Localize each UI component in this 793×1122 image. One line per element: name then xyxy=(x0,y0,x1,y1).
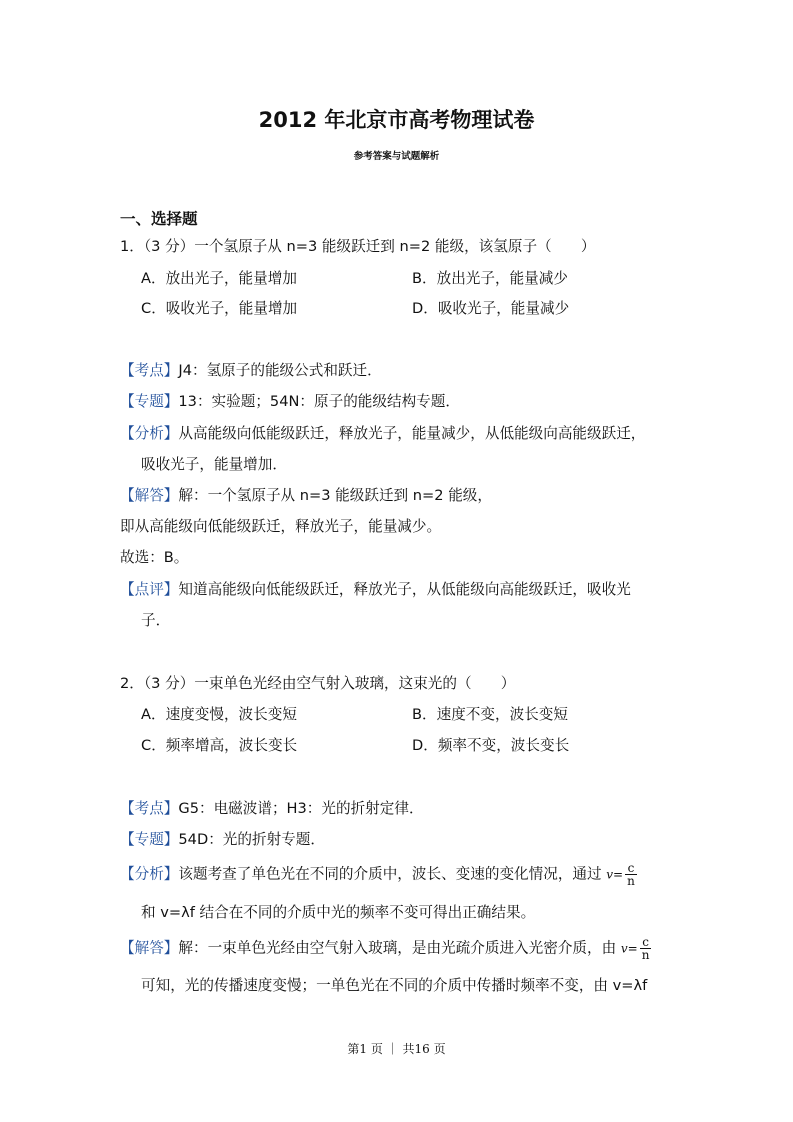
question-1-stem: 1．（3 分）一个氢原子从 n=3 能级跃迁到 n=2 能级，该氢原子（ ） xyxy=(120,238,596,255)
q1-zhuanti xyxy=(120,392,460,412)
section-title: 一、选择题 xyxy=(120,210,198,228)
kaodian-tag: 【考点】 xyxy=(120,800,179,817)
formula-fraction xyxy=(640,936,652,961)
zhuanti-text: 54D：光的折射专题． xyxy=(178,831,325,848)
q1-option-d: D．吸收光子，能量减少 xyxy=(412,300,570,317)
q1-kaodian xyxy=(120,361,382,381)
q1-fenxi xyxy=(120,424,645,444)
q1-fenxi-cont: 吸收光子，能量增加． xyxy=(141,456,287,473)
q2-kaodian xyxy=(120,799,424,819)
q1-option-c: C．吸收光子，能量增加 xyxy=(141,300,298,317)
q1-jieda xyxy=(120,486,492,506)
q2-fenxi-cont: 和 v=λf 结合在不同的介质中光的频率不变可得出正确结果。 xyxy=(141,904,536,921)
page-subtitle: 参考答案与试题解析 xyxy=(353,151,440,162)
kaodian-text: J4：氢原子的能级公式和跃迁． xyxy=(178,362,382,379)
jieda-tag: 【解答】 xyxy=(120,487,179,504)
q1-dianping-cont: 子． xyxy=(141,612,171,629)
jieda-text: 解：一束单色光经由空气射入玻璃，是由光疏介质进入光密介质，由 xyxy=(178,939,617,957)
fenxi-tag: 【分析】 xyxy=(120,865,179,883)
dianping-tag: 【点评】 xyxy=(120,581,179,598)
formula-numerator: c xyxy=(625,862,637,875)
q2-zhuanti xyxy=(120,830,325,850)
jieda-text: 解：一个氢原子从 n=3 能级跃迁到 n=2 能级， xyxy=(178,487,492,504)
question-2-stem: 2．（3 分）一束单色光经由空气射入玻璃，这束光的（ ） xyxy=(120,675,516,692)
page-footer: 第1 页 ｜ 共16 页 xyxy=(347,1042,446,1056)
q2-option-b: B．速度不变，波长变短 xyxy=(412,706,568,723)
formula-prefix: v= xyxy=(620,941,638,956)
zhuanti-tag: 【专题】 xyxy=(120,831,179,848)
q2-option-c: C．频率增高，波长变长 xyxy=(141,737,298,754)
formula-numerator: c xyxy=(640,936,652,949)
q1-option-a: A．放出光子，能量增加 xyxy=(141,270,297,287)
dianping-text: 知道高能级向低能级跃迁，释放光子，从低能级向高能级跃迁，吸收光 xyxy=(178,581,631,598)
fenxi-text: 该题考查了单色光在不同的介质中，波长、变速的变化情况，通过 xyxy=(178,865,602,883)
jieda-tag: 【解答】 xyxy=(120,939,179,957)
zhuanti-text: 13：实验题；54N：原子的能级结构专题． xyxy=(178,393,460,410)
fenxi-text: 从高能级向低能级跃迁，释放光子，能量减少，从低能级向高能级跃迁， xyxy=(178,425,646,442)
kaodian-tag: 【考点】 xyxy=(120,362,179,379)
q2-option-d: D．频率不变，波长变长 xyxy=(412,737,570,754)
zhuanti-tag: 【专题】 xyxy=(120,393,179,410)
q1-jieda-cont: 即从高能级向低能级跃迁，释放光子，能量减少。 xyxy=(120,518,442,535)
fenxi-tag: 【分析】 xyxy=(120,425,179,442)
q1-answer: 故选：B。 xyxy=(120,549,189,566)
q2-fenxi xyxy=(120,862,637,887)
formula-fraction xyxy=(625,862,637,887)
formula-denominator: n xyxy=(627,874,635,888)
q2-option-a: A．速度变慢，波长变短 xyxy=(141,706,297,723)
page-title: 2012 年北京市高考物理试卷 xyxy=(258,108,535,132)
q2-jieda xyxy=(120,936,651,961)
formula-denominator: n xyxy=(641,948,650,962)
q1-option-b: B．放出光子，能量减少 xyxy=(412,270,568,287)
q1-dianping xyxy=(120,580,631,600)
formula-prefix: v= xyxy=(606,867,624,882)
kaodian-text: G5：电磁波谱；H3：光的折射定律． xyxy=(178,800,424,817)
q2-jieda-cont: 可知，光的传播速度变慢；一单色光在不同的介质中传播时频率不变，由 v=λf xyxy=(141,977,648,994)
